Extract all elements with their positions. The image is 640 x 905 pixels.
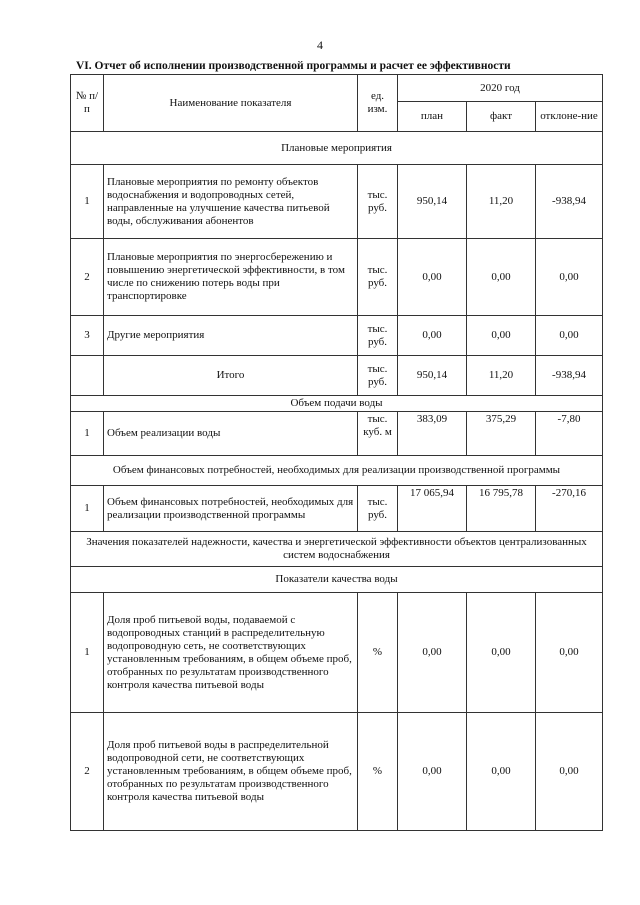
row-name: Плановые мероприятия по энергосбережению и повышению энергетической эффективности, в том числе по снижению потерь воды при транспортировке	[104, 239, 358, 316]
row-plan: 950,14	[398, 165, 467, 239]
row-unit: тыс. руб.	[358, 356, 398, 396]
plan-header: план	[398, 102, 467, 132]
section-row	[71, 396, 603, 412]
row-fact: 0,00	[467, 316, 536, 356]
table-row	[71, 316, 603, 356]
header-row	[71, 75, 603, 102]
row-deviation: -7,80	[536, 412, 603, 456]
row-deviation: 0,00	[536, 316, 603, 356]
row-deviation: 0,00	[536, 239, 603, 316]
row-num: 1	[71, 486, 104, 532]
col-unit-header: ед. изм.	[358, 75, 398, 132]
table-row	[71, 239, 603, 316]
table-row	[71, 713, 603, 831]
row-unit: тыс. руб.	[358, 316, 398, 356]
report-title: VI. Отчет об исполнении производственной программы и расчет ее эффективности	[76, 60, 511, 72]
row-name: Доля проб питьевой воды, подаваемой с водопроводных станций в распределительную водопроводную сеть, не соответствующих установленным требованиям, в общем объеме проб, отобранных по результатам производственного контроля качества питьевой воды	[104, 593, 358, 713]
row-num: 1	[71, 412, 104, 456]
total-num	[71, 356, 104, 396]
table-row	[71, 412, 603, 456]
row-fact: 375,29	[467, 412, 536, 456]
page-number: 4	[317, 38, 323, 52]
section-quality: Показатели качества воды	[71, 567, 603, 593]
row-name: Объем реализации воды	[104, 412, 358, 456]
row-plan: 383,09	[398, 412, 467, 456]
deviation-header: отклоне-ние	[536, 102, 603, 132]
section-row	[71, 456, 603, 486]
total-row	[71, 356, 603, 396]
row-plan: 0,00	[398, 316, 467, 356]
row-plan: 0,00	[398, 593, 467, 713]
row-fact: 0,00	[467, 713, 536, 831]
row-name: Другие мероприятия	[104, 316, 358, 356]
row-num: 2	[71, 713, 104, 831]
section-finance: Объем финансовых потребностей, необходимых для реализации производственной программы	[71, 456, 603, 486]
year-header: 2020 год	[398, 75, 603, 102]
row-num: 1	[71, 165, 104, 239]
row-deviation: 0,00	[536, 713, 603, 831]
row-plan: 950,14	[398, 356, 467, 396]
row-deviation: 0,00	[536, 593, 603, 713]
section-row	[71, 532, 603, 567]
col-num-header: № п/п	[71, 75, 104, 132]
row-fact: 11,20	[467, 356, 536, 396]
row-unit: тыс. руб.	[358, 165, 398, 239]
fact-header: факт	[467, 102, 536, 132]
row-unit: тыс. руб.	[358, 239, 398, 316]
row-fact: 11,20	[467, 165, 536, 239]
row-fact: 16 795,78	[467, 486, 536, 532]
row-unit: %	[358, 713, 398, 831]
table-row	[71, 165, 603, 239]
row-deviation: -270,16	[536, 486, 603, 532]
report-table	[70, 74, 603, 831]
section-row	[71, 567, 603, 593]
table-row	[71, 486, 603, 532]
row-unit: тыс. руб.	[358, 486, 398, 532]
row-num: 2	[71, 239, 104, 316]
row-unit: %	[358, 593, 398, 713]
col-name-header: Наименование показателя	[104, 75, 358, 132]
total-label: Итого	[104, 356, 358, 396]
row-num: 3	[71, 316, 104, 356]
row-plan: 0,00	[398, 713, 467, 831]
section-reliability: Значения показателей надежности, качества и энергетической эффективности объектов централизованных систем водоснабжения	[71, 532, 603, 567]
row-deviation: -938,94	[536, 165, 603, 239]
row-unit: тыс. куб. м	[358, 412, 398, 456]
row-num: 1	[71, 593, 104, 713]
row-plan: 0,00	[398, 239, 467, 316]
row-name: Доля проб питьевой воды в распределительной водопроводной сети, не соответствующих установленным требованиям, в общем объеме проб, отобранных по результатам производственного контроля качества питьевой воды	[104, 713, 358, 831]
table-row	[71, 593, 603, 713]
row-name: Объем финансовых потребностей, необходимых для реализации производственной программы	[104, 486, 358, 532]
section-row	[71, 132, 603, 165]
section-planned: Плановые мероприятия	[71, 132, 603, 165]
section-supply: Объем подачи воды	[71, 396, 603, 412]
row-fact: 0,00	[467, 239, 536, 316]
row-plan: 17 065,94	[398, 486, 467, 532]
row-name: Плановые мероприятия по ремонту объектов водоснабжения и водопроводных сетей, направленные на улучшение качества питьевой воды, обслуживания абонентов	[104, 165, 358, 239]
row-deviation: -938,94	[536, 356, 603, 396]
row-fact: 0,00	[467, 593, 536, 713]
